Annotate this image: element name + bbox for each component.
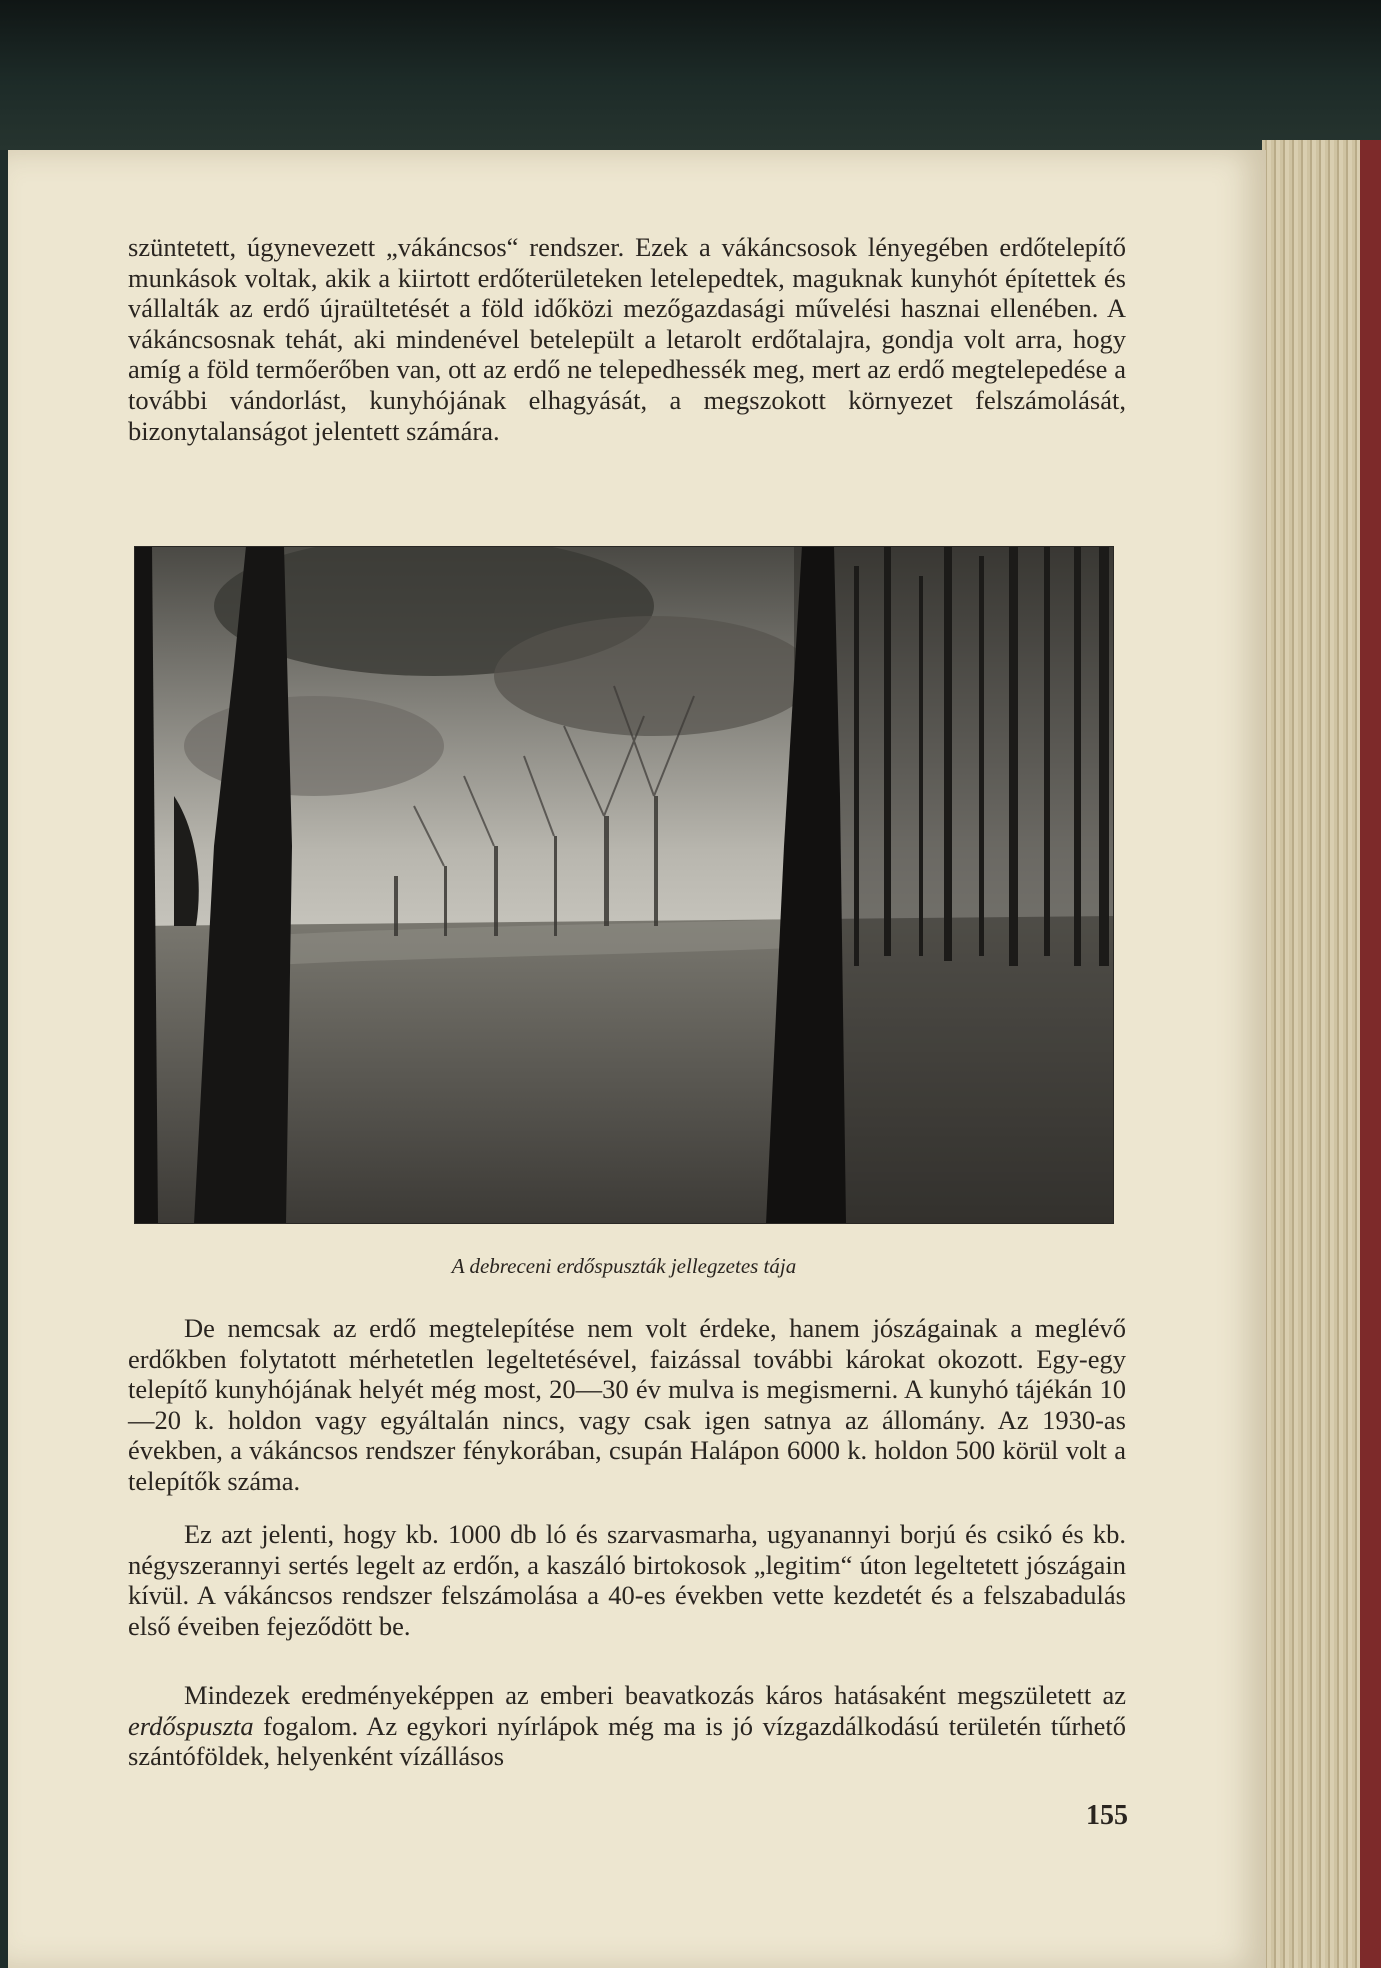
page-number: 155 xyxy=(1086,1800,1128,1831)
forest-photo-illustration xyxy=(134,546,1114,1224)
paragraph-4-text-end: fogalom. Az egykori nyírlápok még ma is jó vízgazdálkodású területén tűrhető szántóföldek, helyenként vízállásos xyxy=(128,1710,1126,1772)
scan-background xyxy=(0,0,1381,150)
forest-photograph xyxy=(134,546,1114,1224)
book-cover-edge xyxy=(1360,140,1381,1968)
photo-caption: A debreceni erdőspuszták jellegzetes tája xyxy=(451,1254,797,1278)
paragraph-4 xyxy=(128,1680,1126,1772)
paragraph-2: De nemcsak az erdő megtelepítése nem volt érdeke, hanem jószágainak a meglévő erdőkben folytatott mérhetetlen legeltetésével, faizással további károkat okozott. Egy-egy telepítő kunyhójának helyét még most, 20—30 év mulva is megismerni. A kunyhó tájékán 10—20 k. holdon vagy egyáltalán nincs, vagy csak igen satnya az állomány. Az 1930-as években, a vákáncsos rendszer fénykorában, csupán Halápon 6000 k. holdon 500 körül volt a telepítők száma. xyxy=(128,1313,1126,1496)
paragraph-1: szüntetett, úgynevezett „vákáncsos“ rendszer. Ezek a vákáncsosok lényegében erdőtelepítő munkások voltak, akik a kiirtott erdőterületeken letelepedtek, maguknak kunyhót építettek és vállalták az erdő újraültetését a föld időközi mezőgazdasági művelési hasznai ellenében. A vákáncsosnak tehát, aki mindenével betelepült a letarolt erdőtalajra, gondja volt arra, hogy amíg a föld termőerőben van, ott az erdő ne telepedhessék meg, mert az erdő megtelepedése a további vándorlást, kunyhójának elhagyását, a megszokott környezet felszámolását, bizonytalanságot jelentett számára. xyxy=(128,232,1126,446)
paragraph-3: Ez azt jelenti, hogy kb. 1000 db ló és szarvasmarha, ugyanannyi borjú és csikó és kb. négyszerannyi sertés legelt az erdőn, a kaszáló birtokosok „legitim“ úton legeltetett jószágain kívül. A vákáncsos rendszer felszámolása a 40-es években vette kezdetét és a felszabadulás első éveiben fejeződött be. xyxy=(128,1519,1126,1641)
paragraph-4-text-start: Mindezek eredményeképpen az emberi beavatkozás káros hatásaként megszületett az xyxy=(184,1680,1126,1710)
italic-term-erdospuszta: erdőspuszta xyxy=(128,1710,254,1741)
